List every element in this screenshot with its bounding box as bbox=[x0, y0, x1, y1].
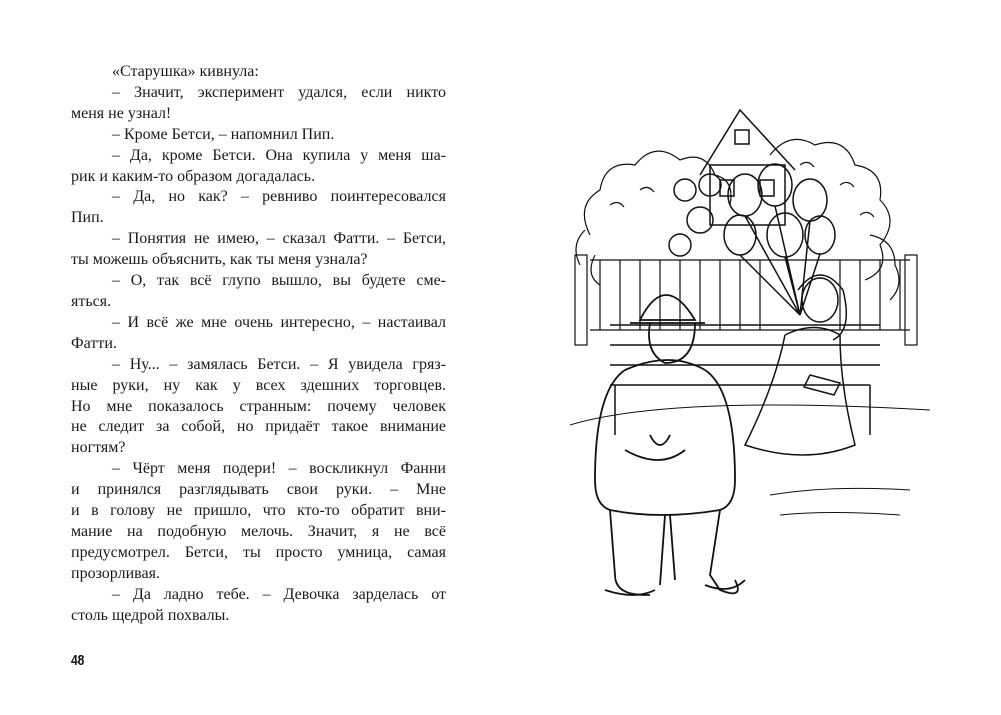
text-line: – Чёрт меня подери! – воскликнул Фанни bbox=[112, 460, 446, 478]
text-line: – И всё же мне очень интересно, – настаивал bbox=[112, 313, 446, 331]
fence bbox=[575, 255, 917, 345]
text-line: – Да ладно тебе. – Девочка зарделась от bbox=[112, 585, 446, 603]
text-line: Пип. bbox=[71, 209, 104, 227]
text-line: ные руки, ну как у всех здешних торговцев. bbox=[71, 376, 446, 394]
text-line: – Да, кроме Бетси. Она купила у меня ша- bbox=[112, 146, 446, 164]
text-line: Но мне показалось странным: почему человек bbox=[71, 397, 446, 415]
trees bbox=[576, 139, 899, 300]
text-line: не следит за собой, но придаёт такое внимание bbox=[71, 418, 446, 436]
text-line: ты можешь объяснить, как ты меня узнала? bbox=[71, 251, 368, 269]
policeman bbox=[595, 295, 745, 595]
text-line: столь щедрой похвалы. bbox=[71, 606, 230, 624]
text-line: Фатти. bbox=[71, 334, 117, 352]
body-text bbox=[71, 62, 446, 626]
text-line: предусмотрел. Бетси, ты просто умница, самая bbox=[71, 543, 446, 561]
text-line: и принялся разглядывать свои руки. – Мне bbox=[71, 481, 446, 499]
text-line: – Ну... – замялась Бетси. – Я увидела гряз- bbox=[112, 355, 446, 373]
text-line: меня не узнал! bbox=[71, 104, 172, 122]
text-line: ногтям? bbox=[71, 439, 126, 457]
text-line: прозорливая. bbox=[71, 564, 160, 582]
children bbox=[669, 174, 721, 256]
text-line: яться. bbox=[71, 292, 112, 310]
text-line: мание на подобную мелочь. Значит, я не всё bbox=[71, 522, 446, 540]
text-line: – О, так всё глупо вышло, вы будете сме- bbox=[112, 272, 446, 290]
text-line: и в голову не пришло, что кто-то обратит вни- bbox=[71, 502, 446, 520]
text-line: – Понятия не имею, – сказал Фатти. – Бетси, bbox=[112, 230, 446, 248]
illustration-policeman-and-balloon-seller bbox=[570, 95, 930, 615]
text-line: – Кроме Бетси, – напомнил Пип. bbox=[112, 125, 335, 143]
house bbox=[700, 110, 795, 225]
text-line: – Да, но как? – ревниво поинтересовался bbox=[112, 188, 446, 206]
text-line: – Значит, эксперимент удался, если никто bbox=[112, 83, 446, 101]
balloons bbox=[724, 164, 835, 315]
text-line: «Старушка» кивнула: bbox=[112, 63, 259, 80]
text-line: рик и каким-то образом догадалась. bbox=[71, 167, 316, 185]
page-number: 48 bbox=[71, 652, 85, 669]
ground bbox=[570, 405, 930, 515]
